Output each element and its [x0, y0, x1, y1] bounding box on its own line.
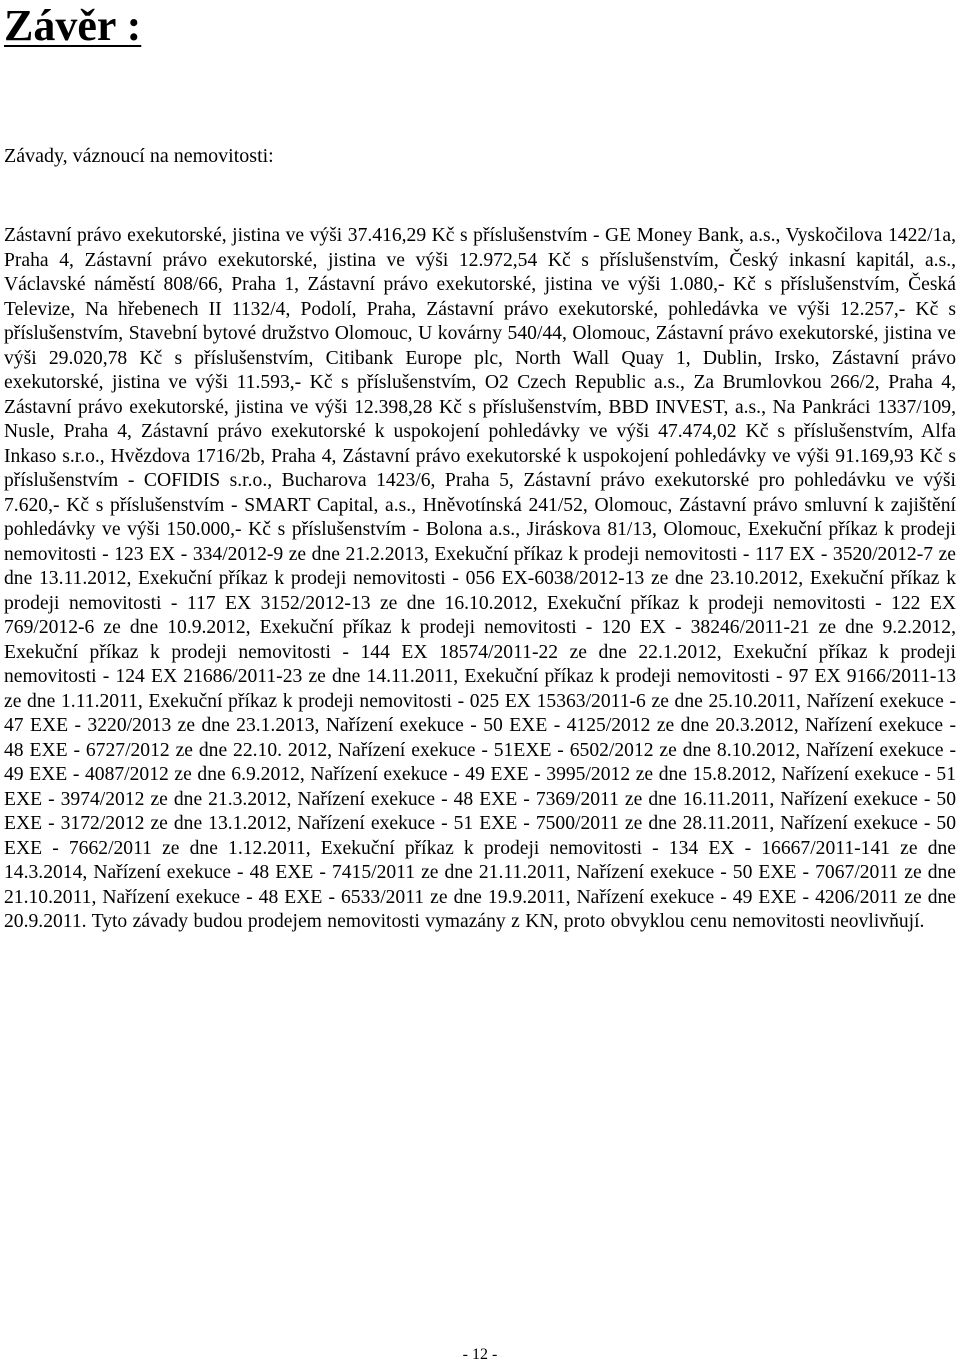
body-paragraph: Zástavní právo exekutorské, jistina ve výši 37.416,29 Kč s příslušenstvím - GE Money Bank, a.s., Vyskočilova 1422/1a, Praha 4, Zástavní právo exekutorské, jistina ve výši 12.972,54 Kč s příslušenstvím, Český inkasní kapitál, a.s., Václavské náměstí 808/66, Praha 1, Zástavní právo exekutorské, jistina ve výši 1.080,- Kč s příslušenstvím, Česká Televize, Na hřebenech II 1132/4, Podolí, Praha, Zástavní právo exekutorské, pohledávka ve výši 12.257,- Kč s příslušenstvím, Stavební bytové družstvo Olomouc, U kovárny 540/44, Olomouc, Zástavní právo exekutorské, jistina ve výši 29.020,78 Kč s příslušenstvím, Citibank Europe plc, North Wall Quay 1, Dublin, Irsko, Zástavní právo exekutorské, jistina ve výši 11.593,- Kč s příslušenstvím, O2 Czech Republic a.s., Za Brumlovkou 266/2, Praha 4, Zástavní právo exekutorské, jistina ve výši 12.398,28 Kč s příslušenstvím, BBD INVEST, a.s., Na Pankráci 1337/109, Nusle, Praha 4, Zástavní právo exekutorské k uspokojení pohledávky ve výši 47.474,02 Kč s příslušenstvím, Alfa Inkaso s.r.o., Hvězdova 1716/2b, Praha 4, Zástavní právo exekutorské k uspokojení pohledávky ve výši 91.169,93 Kč s příslušenstvím - COFIDIS s.r.o., Bucharova 1423/6, Praha 5, Zástavní právo exekutorské pro pohledávku ve výši 7.620,- Kč s příslušenstvím - SMART Capital, a.s., Hněvotínská 241/52, Olomouc, Zástavní právo smluvní k zajištění pohledávky ve výši 150.000,- Kč s příslušenstvím - Bolona a.s., Jiráskova 81/13, Olomouc, Exekuční příkaz k prodeji nemovitosti - 123 EX - 334/2012-9 ze dne 21.2.2013, Exekuční příkaz k prodeji nemovitosti - 117 EX - 3520/2012-7 ze dne 13.11.2012, Exekuční příkaz k prodeji nemovitosti - 056 EX-6038/2012-13 ze dne 23.10.2012, Exekuční příkaz k prodeji nemovitosti - 117 EX 3152/2012-13 ze dne 16.10.2012, Exekuční příkaz k prodeji nemovitosti - 122 EX 769/2012-6 ze dne 10.9.2012, Exekuční příkaz k prodeji nemovitosti - 120 EX - 38246/2011-21 ze dne 9.2.2012, Exekuční příkaz k prodeji nemovitosti - 144 EX 18574/2011-22 ze dne 22.1.2012, Exekuční příkaz k prodeji nemovitosti - 124 EX 21686/2011-23 ze dne 14.11.2011, Exekuční příkaz k prodeji nemovitosti - 97 EX 9166/2011-13 ze dne 1.11.2011, Exekuční příkaz k prodeji nemovitosti - 025 EX 15363/2011-6 ze dne 25.10.2011, Nařízení exekuce - 47 EXE - 3220/2013 ze dne 23.1.2013, Nařízení exekuce - 50 EXE - 4125/2012 ze dne 20.3.2012, Nařízení exekuce - 48 EXE - 6727/2012 ze dne 22.10. 2012, Nařízení exekuce - 51EXE - 6502/2012 ze dne 8.10.2012, Nařízení exekuce - 49 EXE - 4087/2012 ze dne 6.9.2012, Nařízení exekuce - 49 EXE - 3995/2012 ze dne 15.8.2012, Nařízení exekuce - 51 EXE - 3974/2012 ze dne 21.3.2012, Nařízení exekuce - 48 EXE - 7369/2011 ze dne 16.11.2011, Nařízení exekuce - 50 EXE - 3172/2012 ze dne 13.1.2012, Nařízení exekuce - 51 EXE - 7500/2011 ze dne 28.11.2011, Nařízení exekuce - 50 EXE - 7662/2011 ze dne 1.12.2011, Exekuční příkaz k prodeji nemovitosti - 134 EX - 16667/2011-141 ze dne 14.3.2014, Nařízení exekuce - 48 EXE - 7415/2011 ze dne 21.11.2011, Nařízení exekuce - 50 EXE - 7067/2011 ze dne 21.10.2011, Nařízení exekuce - 48 EXE - 6533/2011 ze dne 19.9.2011, Nařízení exekuce - 49 EXE - 4206/2011 ze dne 20.9.2011. Tyto závady budou prodejem nemovitosti vymazány z KN, proto obvyklou cenu nemovitosti neovlivňují. [4, 225, 956, 932]
section-heading: Závady, váznoucí na nemovitosti: [4, 145, 274, 167]
page-title: Závěr : [4, 1, 142, 50]
page-number: - 12 - [462, 1346, 498, 1363]
